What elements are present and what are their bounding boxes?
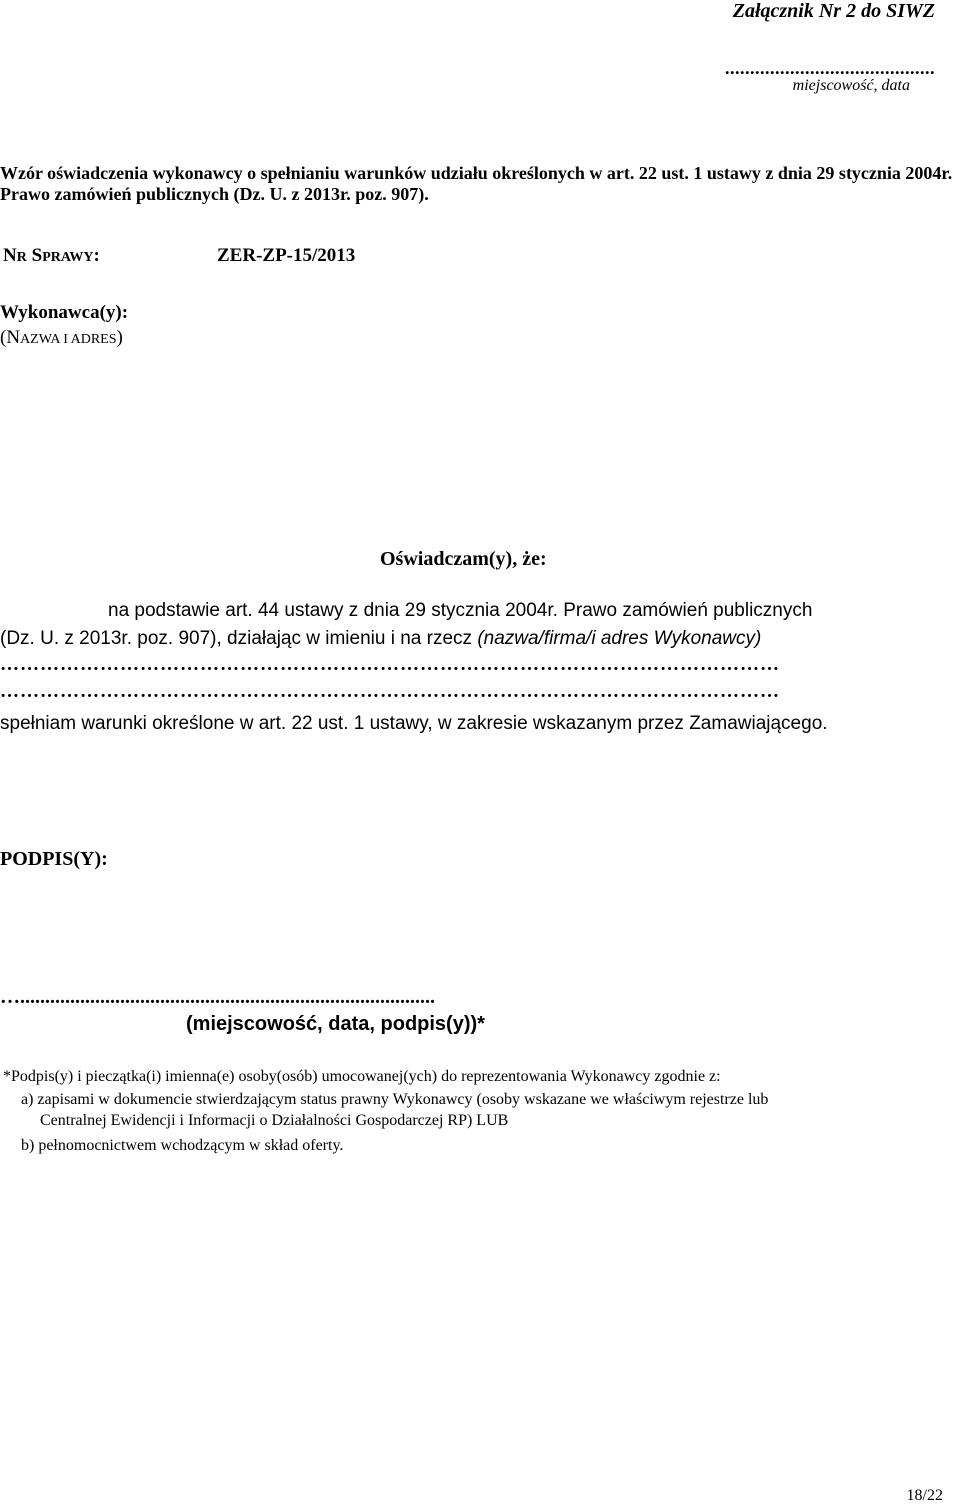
contractor-hint-open: (N [0,327,21,348]
case-number-label [3,245,100,267]
contractor-label: Wykonawca(y): [0,302,129,323]
contractor-fill-dots-2: ……………………………………………………………………………………………………… [0,681,780,702]
contractor-hint-smallcaps: AZWA I ADRES [20,332,117,347]
contractor-name-hint [0,327,123,349]
case-label-s: S [31,245,43,266]
place-date-dots: .......................................... [725,58,935,78]
case-label-rest: PRAWY [42,250,94,265]
footnote-line-3: Centralnej Ewidencji i Informacji o Działalności Gospodarczej RP) LUB [40,1112,509,1129]
document-title: Wzór oświadczenia wykonawcy o spełnianiu warunków udziału określonych w art. 22 ust. 1 ustawy z dnia 29 stycznia 2004r. Prawo zamówień publicznych (Dz. U. z 2013r. poz. 907). [0,163,953,204]
case-label-r: R [16,250,27,265]
declaration-line-1: na podstawie art. 44 ustawy z dnia 29 stycznia 2004r. Prawo zamówień publicznych [108,600,813,621]
declaration-line-3: spełniam warunki określone w art. 22 ust. 1 ustawy, w zakresie wskazanym przez Zamawiającego. [0,713,828,734]
signature-caption: (miejscowość, data, podpis(y))* [186,1013,485,1035]
case-label-n: N [3,245,17,266]
footnote-line-1: *Podpis(y) i pieczątka(i) imienna(e) osoby(osób) umocowanej(ych) do reprezentowania Wykonawcy zgodnie z: [3,1068,721,1085]
declaration-heading: Oświadczam(y), że: [380,548,547,570]
case-label-colon: : [93,245,100,266]
footnote-line-2: a) zapisami w dokumencie stwierdzającym status prawny Wykonawcy (osoby wskazane we właściwym rejestrze lub [21,1091,769,1108]
signature-heading: PODPIS(Y): [0,848,108,870]
declaration-line-2-italic: (nazwa/firma/i adres Wykonawcy) [477,628,762,649]
footnote-line-4: b) pełnomocnictwem wchodzącym w skład oferty. [21,1137,344,1154]
case-number-value: ZER-ZP-15/2013 [217,245,356,266]
annex-label: Załącznik Nr 2 do SIWZ [732,0,935,22]
declaration-line-2 [0,628,761,650]
contractor-fill-dots-1: ……………………………………………………………………………………………………… [0,654,780,675]
signature-dots: …................................................................................... [0,986,435,1008]
declaration-line-2-text: (Dz. U. z 2013r. poz. 907), działając w imieniu i na rzecz [0,628,478,649]
page-number: 18/22 [906,1487,943,1504]
contractor-hint-close: ) [116,327,123,348]
place-date-caption: miejscowość, data [792,77,910,94]
